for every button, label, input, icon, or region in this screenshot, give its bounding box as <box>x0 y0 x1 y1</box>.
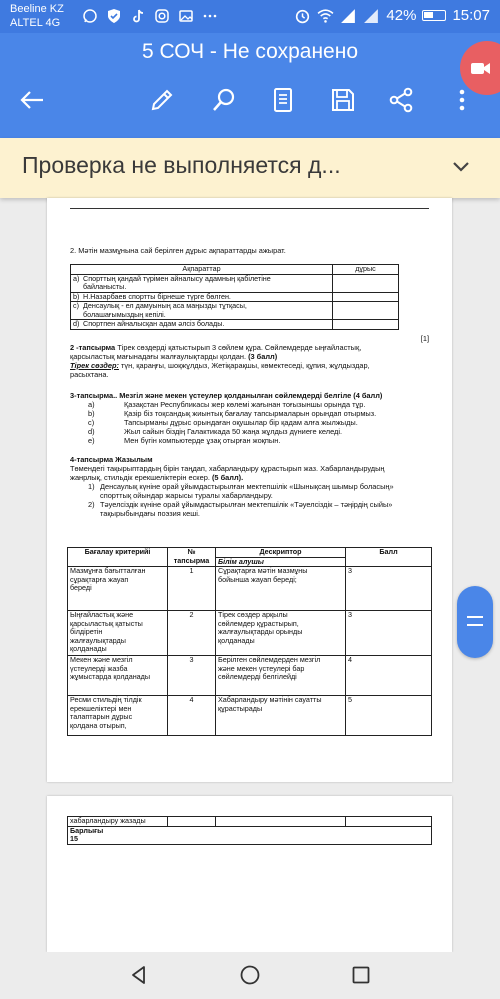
task2-block <box>70 343 429 379</box>
row-key: d) <box>73 319 80 328</box>
row-key: b) <box>73 291 80 301</box>
cell-line: Берілген сөйлемдерден мезгіл <box>218 655 321 664</box>
task2-line-2 <box>70 352 429 361</box>
score-cell: 5 <box>346 696 432 736</box>
criteria-table <box>67 547 432 736</box>
task2-line2-text: қарсыластық мағынадағы жалғаулықтарды қолдан. <box>70 352 249 361</box>
criteria-cell <box>68 567 168 611</box>
clock: 15:07 <box>452 7 490 24</box>
cell-line: Ресми стильдің тілдік <box>70 695 142 704</box>
cell-line: қолдана отырып, <box>70 720 127 730</box>
share-icon <box>387 86 415 114</box>
table-row <box>71 302 399 320</box>
spellcheck-banner[interactable] <box>0 138 500 198</box>
cell-line: білдіретін <box>70 627 103 636</box>
chevron-down-icon[interactable] <box>450 156 472 178</box>
cell-line: сұрақтарға жауап <box>70 574 129 584</box>
notification-icons <box>82 8 218 24</box>
task2-title: 2 -тапсырма <box>70 343 116 352</box>
cell-line: қарсыластық қатысты <box>70 618 143 628</box>
support-words-label: Тірек сөздер: <box>70 361 119 370</box>
document-view-button[interactable] <box>266 83 300 117</box>
search-button[interactable] <box>207 83 241 117</box>
edit-pencil-icon <box>148 86 176 114</box>
task4-title-text: 4-тапсырма Жазылым <box>70 455 153 464</box>
cell-line: талаптарын дұрыс <box>70 712 133 721</box>
share-button[interactable] <box>384 83 418 117</box>
task-num-header-1: № <box>187 547 196 556</box>
document-page-2[interactable] <box>47 796 452 952</box>
save-button[interactable] <box>326 83 360 117</box>
task3-block <box>70 391 429 445</box>
list-item <box>70 418 429 427</box>
signal-icon <box>340 7 357 24</box>
instagram-icon <box>154 8 170 24</box>
task-num-cell <box>168 817 216 827</box>
item-key: c) <box>88 418 95 427</box>
list-item <box>73 275 330 292</box>
row-text <box>83 275 271 292</box>
more-vert-icon <box>448 86 476 114</box>
alarm-icon <box>294 7 311 24</box>
tiktok-icon <box>130 8 146 24</box>
battery-percent: 42% <box>386 7 417 24</box>
list-item <box>70 409 429 418</box>
task4-line-2 <box>70 473 429 482</box>
answer-cell[interactable] <box>333 274 399 292</box>
cell-line: қолданады <box>218 635 255 645</box>
answer-cell[interactable] <box>333 320 399 330</box>
table-row <box>68 696 432 736</box>
shield-icon <box>106 8 122 24</box>
table-cell <box>71 302 333 320</box>
list-item <box>73 293 330 302</box>
table-cell <box>71 320 333 330</box>
support-words-line-2: расыхтана. <box>70 370 109 379</box>
total-value: 15 <box>70 834 78 843</box>
list-item <box>73 320 330 329</box>
cell-line: жалғаулықтарды <box>70 635 126 645</box>
table-row <box>68 817 432 827</box>
app-bar <box>0 33 500 138</box>
cell-line: жұмыстарда қолданады <box>70 672 151 681</box>
banner-text: Проверка не выполняется д... <box>22 152 341 178</box>
item-text: Жыл сайын біздің Галактикада 50 жаңа жұлдыз дүниеге келеді. <box>124 427 343 436</box>
search-icon <box>210 86 238 114</box>
descriptor-cell <box>216 817 346 827</box>
cell-line: сөйлемдерді белгілейді <box>218 672 297 681</box>
support-words-text: түн, қараңғы, шоқжұлдыз, Жетіқарақшы, көмектеседі, құпия, жұлдыздар, <box>118 361 370 370</box>
cell-line: ерекшеліктері мен <box>70 703 132 713</box>
criteria-header <box>68 548 432 567</box>
cell-line: қолданады <box>70 644 107 653</box>
item-key: d) <box>88 427 95 436</box>
cell-line: Тірек сөздер арқылы <box>218 610 288 619</box>
more-options-button[interactable] <box>445 83 479 117</box>
support-words-line <box>70 361 429 370</box>
row-line: Спорттың қандай түрімен айналысу адамның қабілетіне <box>83 273 271 283</box>
row-key: c) <box>73 301 79 310</box>
item-line: тақырыбындағы поэзия кеші. <box>100 509 200 518</box>
item-text <box>100 500 392 518</box>
item-key: 2) <box>88 500 95 509</box>
row-line: болашағымыздың кепілі. <box>83 309 166 319</box>
task-num-cell: 3 <box>168 656 216 696</box>
info-table-wrap <box>70 264 399 330</box>
descriptor-header: Дескриптор <box>259 547 302 556</box>
list-item <box>70 482 429 500</box>
total-label: Барлығы <box>70 825 104 835</box>
task2-question: 2. Мәтін мазмұнына сай берілген дұрыс ақпараттарды ажырат. <box>70 246 286 255</box>
cell-line: береді <box>70 583 92 592</box>
page-top-rule <box>70 208 429 209</box>
task-num-col-header <box>168 548 216 567</box>
criteria-col-header: Бағалау критерийі <box>68 548 168 567</box>
document-title: 5 СОЧ - Не сохранено <box>141 40 359 63</box>
correct-col-header: дұрыс <box>333 265 399 275</box>
score-cell: 3 <box>346 567 432 611</box>
descriptor-cell <box>216 656 346 696</box>
cell-line: Мазмұнға бағытталған <box>70 566 146 575</box>
list-item <box>70 400 429 409</box>
table-cell <box>71 274 333 292</box>
save-icon <box>329 86 357 114</box>
document-icon <box>269 86 297 114</box>
item-key: a) <box>88 400 95 409</box>
task4-block <box>70 455 429 518</box>
task-num-cell: 1 <box>168 567 216 611</box>
task2-points: (3 балл) <box>248 352 278 361</box>
status-bar <box>0 0 500 33</box>
descriptor-subheader: Білім алушы <box>218 556 264 566</box>
descriptor-cell <box>216 567 346 611</box>
row-line: Спортпен айналысқан адам әлсіз болады. <box>83 319 225 328</box>
total-row <box>68 826 432 844</box>
score-cell: 3 <box>346 611 432 656</box>
row-line: байланысты. <box>83 282 127 291</box>
task2-score-mark: [1] <box>420 334 429 343</box>
cell-line: сөйлемдер құрастырып, <box>218 618 299 628</box>
task2-line1-text: Тірек сөздерді қатыстырып 3 сөйлем құра. Сөйлемдерде ыңғайластық, <box>115 343 362 352</box>
answer-cell[interactable] <box>333 292 399 302</box>
row-key: a) <box>73 273 80 283</box>
score-col-header: Балл <box>346 548 432 567</box>
dots-icon <box>202 8 218 24</box>
item-key: 1) <box>88 482 95 491</box>
cell-line: Ыңғайластық және <box>70 610 134 619</box>
list-item <box>70 427 429 436</box>
cell-line: және мекен үстеулері бар <box>218 663 305 673</box>
task-num-cell: 2 <box>168 611 216 656</box>
item-text <box>100 482 394 500</box>
back-button[interactable] <box>15 83 49 117</box>
cell-line: құрастырады <box>218 703 263 713</box>
info-table <box>70 264 399 330</box>
wifi-icon <box>317 7 334 24</box>
nav-home-icon[interactable] <box>239 964 261 986</box>
criteria-cell <box>68 696 168 736</box>
task2-line-1 <box>70 343 429 352</box>
task4-line-1: Төмендегі тақырыптардың бірін таңдап, хабарландыру құрастырып жаз. Хабарландырудың <box>70 464 385 473</box>
criteria-cell: хабарландыру жазады <box>68 817 168 827</box>
cell-line: Мекен және мезгіл <box>70 655 133 664</box>
row-line: Денсаулық - ел дамуының аса маңызды тұтқасы, <box>83 301 247 310</box>
document-page[interactable] <box>47 198 452 782</box>
nav-recents-icon[interactable] <box>350 964 372 986</box>
item-text: Қазақстан Республикасы жер көлемі жағынан тоғызыншы орында тұр. <box>124 400 366 409</box>
total-cell <box>68 826 432 844</box>
battery-icon <box>422 10 446 21</box>
info-col-header: Ақпараттар <box>71 265 333 275</box>
criteria-table-continued <box>67 816 432 845</box>
carrier-2: ALTEL 4G <box>10 17 61 29</box>
carrier-1: Beeline KZ <box>10 3 64 15</box>
item-line: спорттық ойындар жарысы туралы хабарландыру. <box>100 491 273 500</box>
task-num-cell: 4 <box>168 696 216 736</box>
camcorder-icon <box>470 57 492 79</box>
criteria-cell <box>68 611 168 656</box>
item-text: Мен бүгін компьютерде ұзақ отырған жоқпын. <box>124 436 281 445</box>
item-text: Тапсырманы дұрыс орындаған оқушылар бір қадам алға жылжыды. <box>124 418 358 427</box>
item-key: e) <box>88 436 95 445</box>
answer-cell[interactable] <box>333 302 399 320</box>
task-num-header-2: тапсырма <box>173 555 210 565</box>
task3-title <box>70 391 429 400</box>
task3-title-text: 3-тапсырма.. Мезгіл және мекен үстеулер қолданылған сөйлемдерді белгіле (4 балл) <box>70 391 383 400</box>
fast-scroll-handle[interactable] <box>457 586 493 658</box>
page2-table-wrap <box>67 816 432 845</box>
image-icon <box>178 8 194 24</box>
descriptor-cell <box>216 696 346 736</box>
table-row <box>71 320 399 330</box>
list-item <box>70 500 429 518</box>
info-table-header <box>71 265 399 275</box>
item-text: Қазір біз тоқсандық жиынтық бағалау тапсырмаларын орындап отырмыз. <box>124 409 377 418</box>
navigation-bar <box>0 952 500 999</box>
row-line: Н.Назарбаев спортты бірнеше түрге бөлген. <box>83 291 231 301</box>
cell-line: жалғаулықтарды орынды <box>218 627 303 636</box>
table-row <box>68 611 432 656</box>
back-arrow-icon <box>18 86 46 114</box>
whatsapp-icon <box>82 8 98 24</box>
cell-line: Сұрақтарға мәтін мазмұны <box>218 566 308 575</box>
score-cell: 4 <box>346 656 432 696</box>
task4-points: (5 балл). <box>211 473 244 482</box>
item-line: Денсаулық күніне орай ұйымдастырылған мектепшілік «Шынықсаң шымыр боласың» <box>100 482 394 491</box>
criteria-cell <box>68 656 168 696</box>
item-key: b) <box>88 409 95 418</box>
system-status <box>294 7 490 24</box>
descriptor-col-header <box>216 548 346 567</box>
list-item <box>70 436 429 445</box>
signal-icon <box>363 7 380 24</box>
edit-button[interactable] <box>145 83 179 117</box>
score-cell <box>346 817 432 827</box>
cell-line: Хабарландыру мәтінін сауатты <box>218 695 322 704</box>
task4-title <box>70 455 429 464</box>
nav-back-icon[interactable] <box>128 964 150 986</box>
criteria-table-wrap <box>67 547 432 736</box>
task4-line2-text: жанрлық, стильдік ерекшеліктерін ескер. <box>70 473 212 482</box>
list-item <box>73 302 330 319</box>
row-text <box>83 302 247 319</box>
table-row <box>68 656 432 696</box>
item-line: Тәуелсіздік күніне орай ұйымдастырылған мектепшілік «Тәуелсіздік – тәңірдің сыйы» <box>100 500 393 509</box>
descriptor-cell <box>216 611 346 656</box>
cell-line: үстеулерді жазба <box>70 663 128 673</box>
table-row <box>68 567 432 611</box>
cell-line: бойынша жауап береді; <box>218 574 297 584</box>
table-row <box>71 274 399 292</box>
